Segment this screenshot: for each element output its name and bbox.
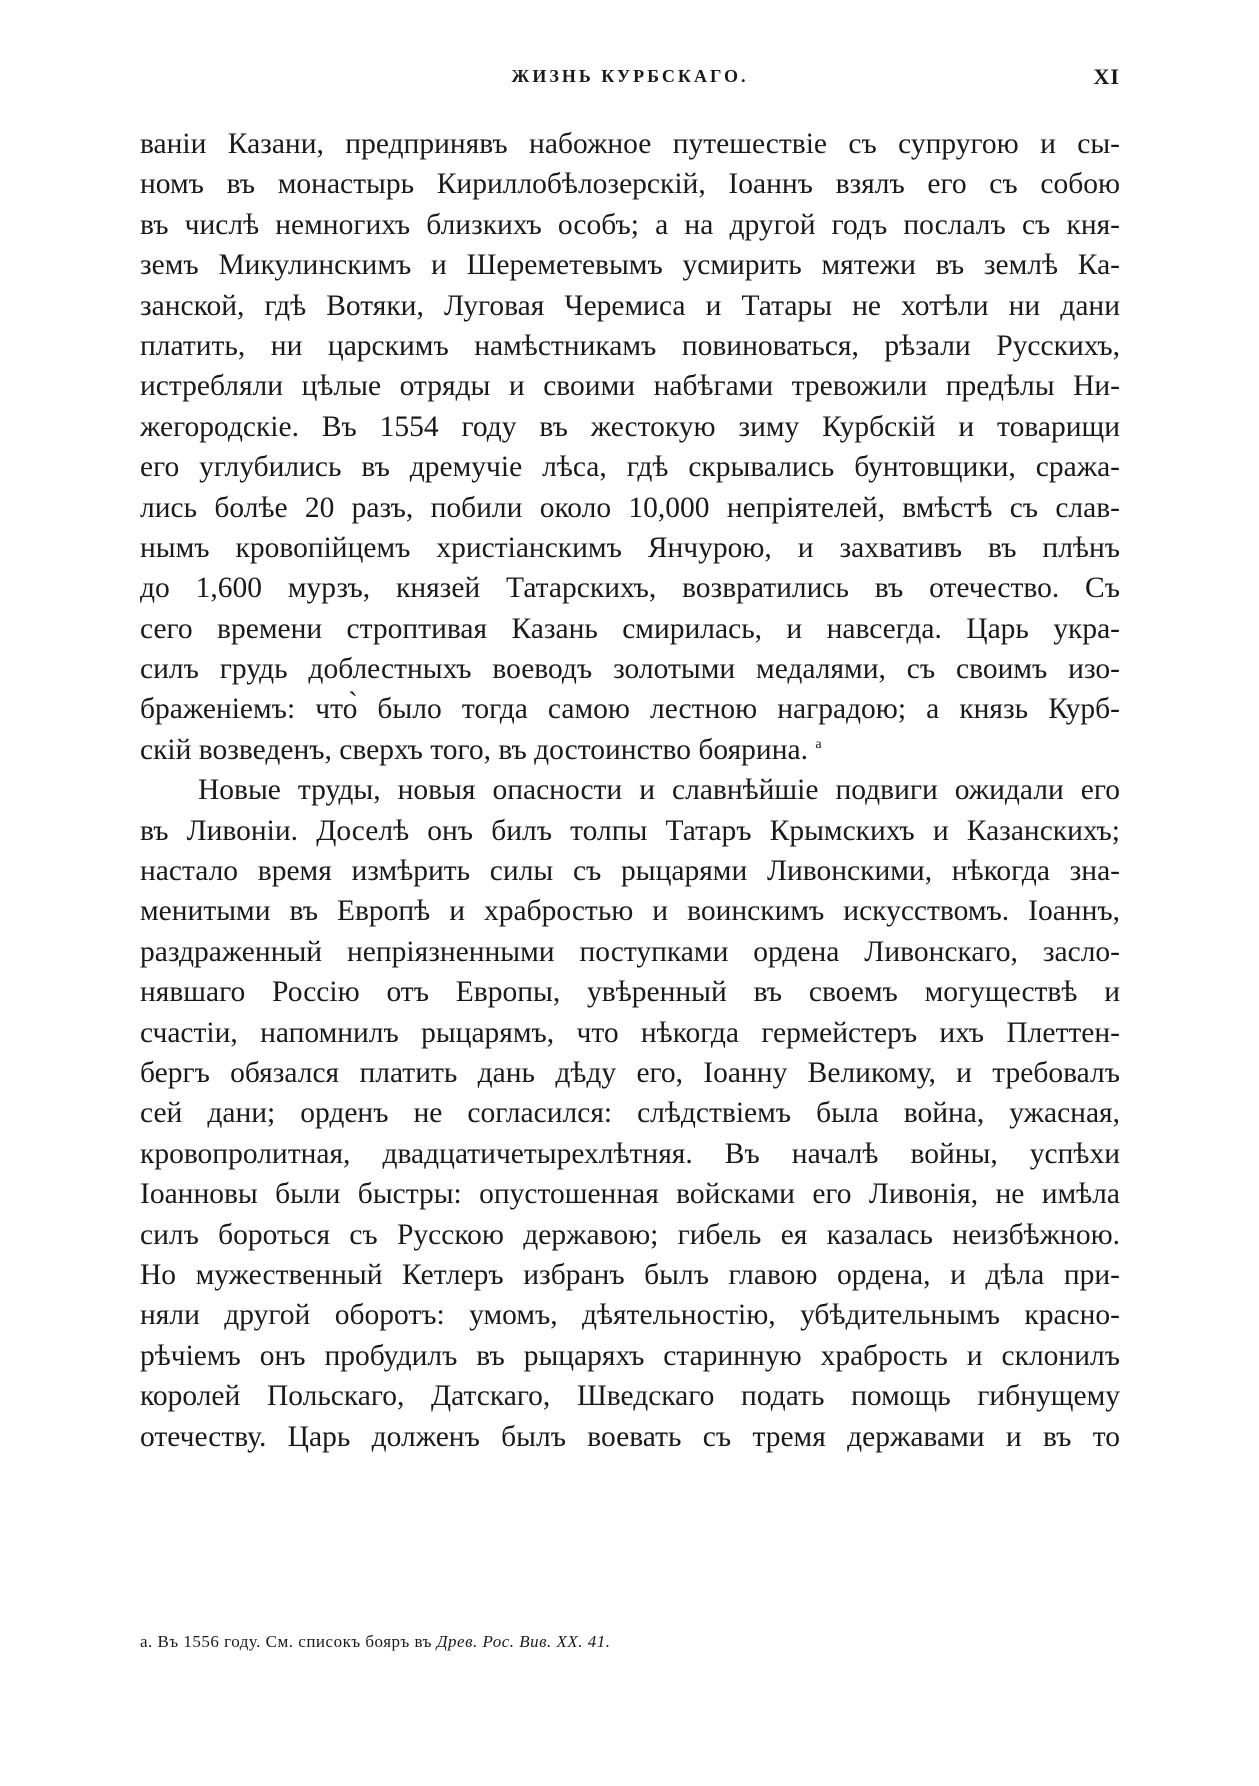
text-line: сего времени строптивая Казань смирилась, и навсегда. Царь укра- [140, 612, 1120, 645]
paragraph-2 [140, 770, 1120, 1457]
text-line: лись болѣе 20 разъ, побили около 10,000 непріятелей, вмѣстѣ съ слав- [140, 491, 1120, 524]
paragraph-1 [140, 124, 1120, 770]
text-line-indented: Новые труды, новыя опасности и славнѣйшіе подвиги ожидали его [198, 774, 1120, 807]
text-line: земъ Микулинскимъ и Шереметевымъ усмирить мятежи въ землѣ Ка- [140, 249, 1120, 282]
text-line: номъ въ монастырь Кириллобѣлозерскій, Іоаннъ взялъ его съ собою [140, 168, 1120, 201]
text-line-last [140, 730, 1120, 770]
text-line: отечеству. Царь долженъ былъ воевать съ тремя державами и въ то [140, 1420, 1120, 1453]
text-line: жегородскіе. Въ 1554 году въ жестокую зиму Курбскій и товарищи [140, 410, 1120, 443]
text-line: силъ грудь доблестныхъ воеводъ золотыми медалями, съ своимъ изо- [140, 653, 1120, 686]
text-line: Іоанновы были быстры: опустошенная войсками его Ливонія, не имѣла [140, 1178, 1120, 1211]
text-line: браженіемъ: что̀ было тогда самою лестною наградою; а князь Курб- [140, 693, 1120, 726]
running-head [140, 66, 1120, 96]
running-title: ЖИЗНЬ КУРБСКАГО. [511, 66, 749, 86]
body-text [140, 124, 1120, 1457]
text-line: занской, гдѣ Вотяки, Луговая Черемиса и Татары не хотѣли ни дани [140, 289, 1120, 322]
text-line: нявшаго Россію отъ Европы, увѣренный въ своемъ могуществѣ и [140, 976, 1120, 1009]
text-line: бергъ обязался платить дань дѣду его, Іоанну Великому, и требовалъ [140, 1056, 1120, 1089]
text-line: въ Ливоніи. Доселѣ онъ билъ толпы Татаръ Крымскихъ и Казанскихъ; [140, 814, 1120, 847]
text-line: настало время измѣрить силы съ рыцарями Ливонскими, нѣкогда зна- [140, 855, 1120, 888]
text-line: счастіи, напомнилъ рыцарямъ, что нѣкогда гермейстеръ ихъ Плеттен- [140, 1016, 1120, 1049]
text-line: королей Польскаго, Датскаго, Шведскаго подать помощь гибнущему [140, 1380, 1120, 1413]
text-line: нымъ кровопійцемъ христіанскимъ Янчурою, и захвативъ въ плѣнъ [140, 531, 1120, 564]
footnote [140, 1632, 1120, 1652]
text-line: его углубились въ дремучіе лѣса, гдѣ скрывались бунтовщики, сража- [140, 451, 1120, 484]
page-number: XI [1093, 64, 1120, 89]
text-line: истребляли цѣлые отряды и своими набѣгами тревожили предѣлы Ни- [140, 370, 1120, 403]
text-line: менитыми въ Европѣ и храбростью и воинскимъ искусствомъ. Іоаннъ, [140, 895, 1120, 928]
footnote-marker[interactable]: a [815, 737, 822, 753]
text-line: кровопролитная, двадцатичетырехлѣтняя. Въ началѣ войны, успѣхи [140, 1137, 1120, 1170]
footnote-prefix: a. Въ 1556 году. См. списокъ бояръ въ [140, 1632, 432, 1651]
text-line: няли другой оборотъ: умомъ, дѣятельностію, убѣдительнымъ красно- [140, 1299, 1120, 1332]
text-line: силъ бороться съ Русскою державою; гибель ея казалась неизбѣжною. [140, 1218, 1120, 1251]
text-line: Но мужественный Кетлеръ избранъ былъ главою ордена, и дѣла при- [140, 1258, 1120, 1291]
text-line: ваніи Казани, предпринявъ набожное путешествіе съ супругою и сы- [140, 128, 1120, 160]
text-line: рѣчіемъ онъ пробудилъ въ рыцаряхъ старинную храбрость и склонилъ [140, 1339, 1120, 1372]
text-line: раздраженный непріязненными поступками ордена Ливонскаго, засло- [140, 935, 1120, 968]
footnote-source: Древ. Рос. Вив. XX. 41. [436, 1632, 611, 1651]
text-line: сей дани; орденъ не согласился: слѣдствіемъ была война, ужасная, [140, 1097, 1120, 1130]
text-line: въ числѣ немногихъ близкихъ особъ; а на другой годъ послалъ съ кня- [140, 208, 1120, 241]
text-line-content: скій возведенъ, сверхъ того, въ достоинство боярина. [140, 733, 808, 766]
text-line: до 1,600 мурзъ, князей Татарскихъ, возвратились въ отечество. Съ [140, 572, 1120, 605]
text-line: платить, ни царскимъ намѣстникамъ повиноваться, рѣзали Русскихъ, [140, 329, 1120, 362]
